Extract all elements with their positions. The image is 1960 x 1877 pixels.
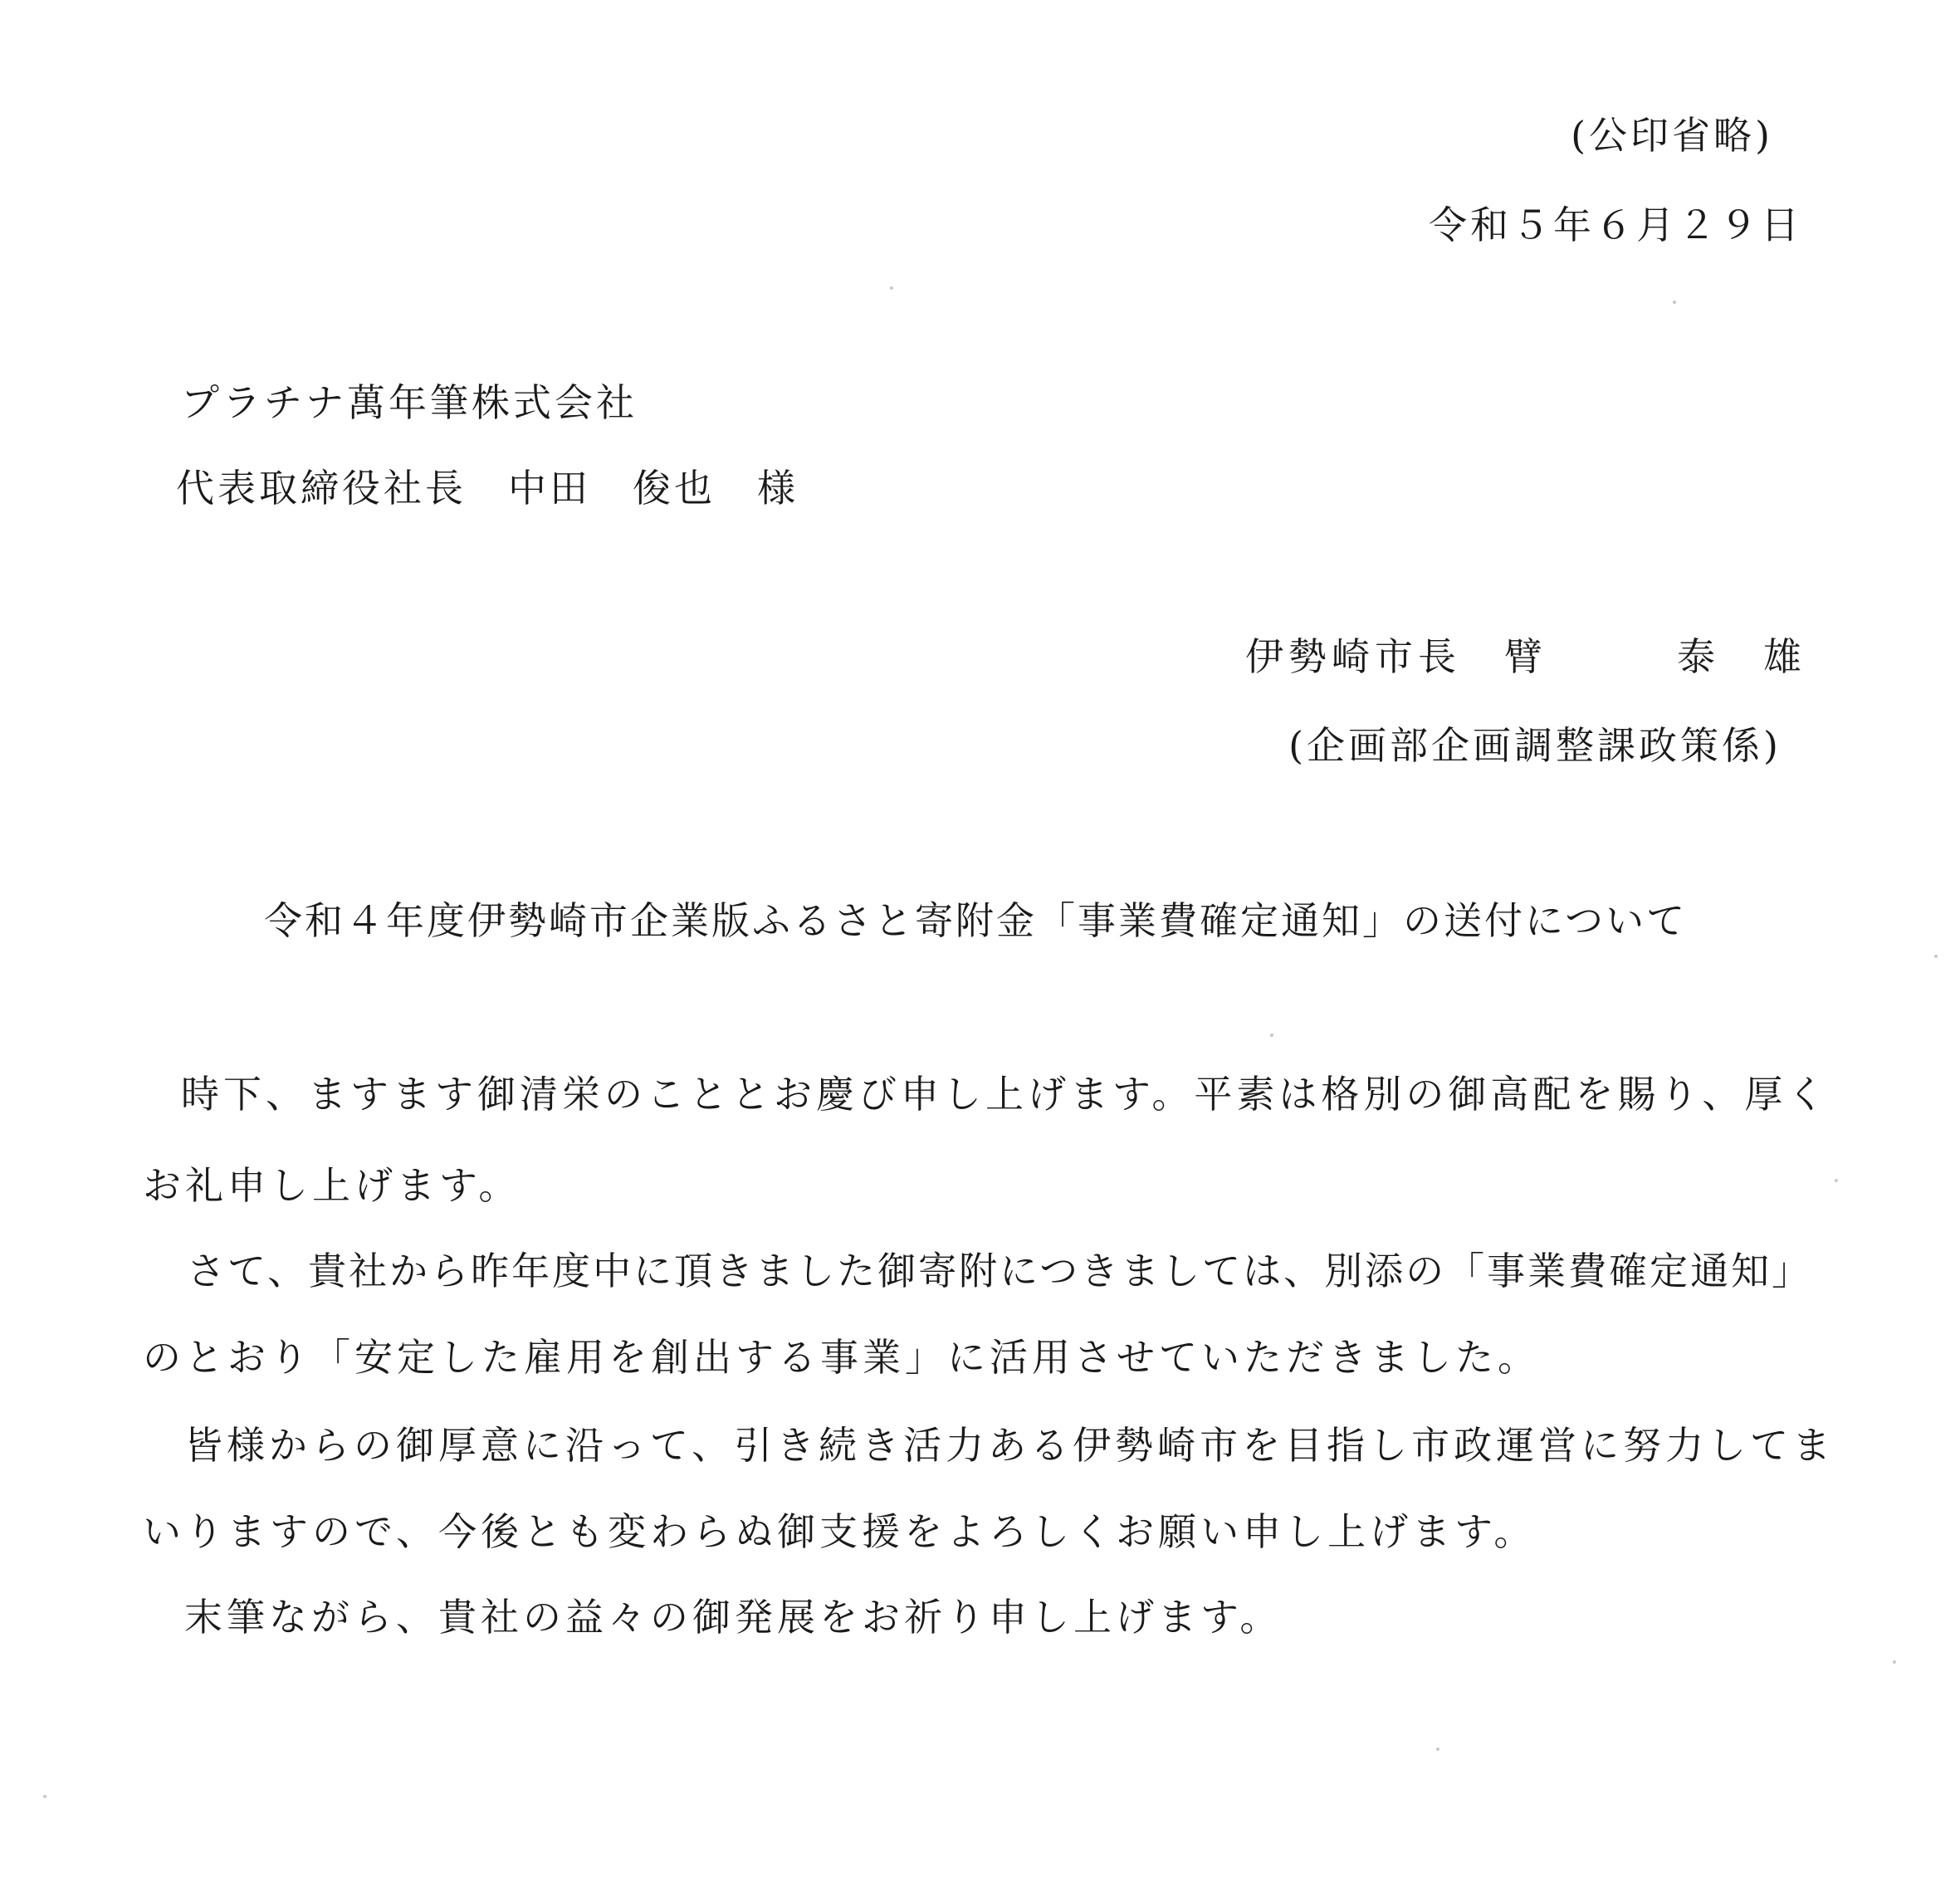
letter-subject: 令和４年度伊勢崎市企業版ふるさと寄附金「事業費確定通知」の送付について (264, 898, 1688, 943)
body-line: のとおり「安定した雇用を創出する事業」に活用させていただきました。 (143, 1335, 1540, 1380)
body-line: 皆様からの御厚意に沿って、引き続き活力ある伊勢崎市を目指し市政運営に努力してま (184, 1423, 1835, 1468)
body-line: 時下、ますます御清栄のこととお慶び申し上げます。平素は格別の御高配を賜り、厚く (181, 1072, 1830, 1117)
addressee-person: 代表取締役社長 中田 俊也 様 (176, 466, 799, 511)
sender-department: (企画部企画調整課政策係) (1288, 723, 1782, 768)
body-line: お礼申し上げます。 (143, 1163, 521, 1208)
body-line: 末筆ながら、貴社の益々の御発展をお祈り申し上げます。 (184, 1595, 1283, 1640)
scan-speck (1835, 1179, 1838, 1182)
scan-speck (890, 286, 893, 290)
sender-title: 伊勢崎市長 臂 泰 雄 (1245, 634, 1806, 679)
scan-speck (43, 1795, 46, 1798)
addressee-company: プラチナ萬年筆株式会社 (181, 380, 638, 425)
seal-omitted-note: (公印省略) (1571, 113, 1773, 158)
body-line: さて、貴社から昨年度中に頂きました御寄附につきましては、別添の「事業費確定通知」 (187, 1249, 1813, 1293)
letter-date: 令和５年６月２９日 (1429, 203, 1802, 247)
scan-speck (1436, 1747, 1439, 1751)
scan-speck (1270, 1034, 1273, 1037)
scan-speck (1673, 301, 1676, 304)
body-line: いりますので、今後とも変わらぬ御支援をよろしくお願い申し上げます。 (143, 1509, 1537, 1554)
scan-speck (1893, 1660, 1896, 1664)
scan-speck (1934, 955, 1938, 958)
